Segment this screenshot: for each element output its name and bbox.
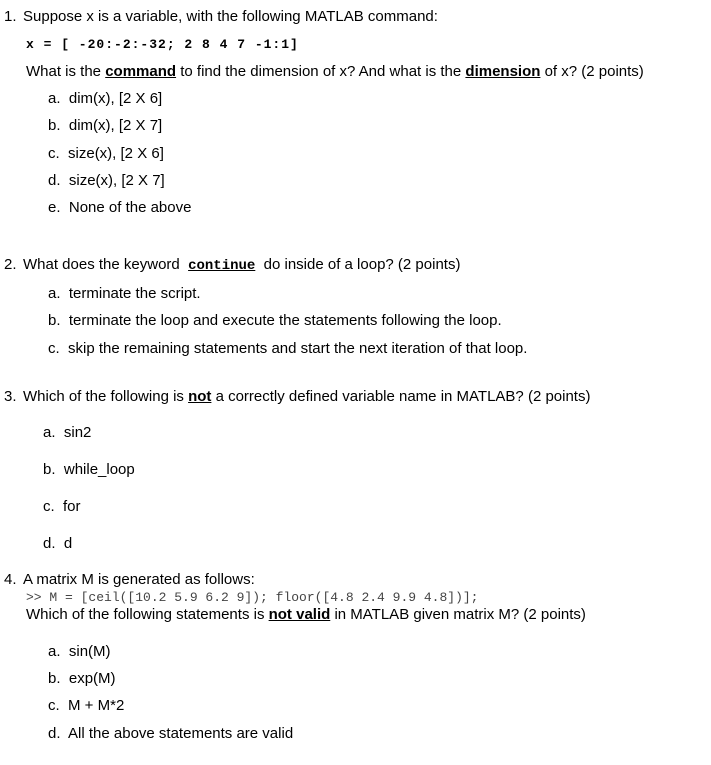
q1-question-post: of x? (2 points)	[540, 63, 644, 80]
q4-option-c[interactable]	[48, 697, 124, 715]
q1-keyword-dimension: dimension	[465, 63, 541, 80]
q3-option-d[interactable]	[43, 535, 72, 553]
option-letter: d.	[48, 172, 61, 189]
q4-question-post: in MATLAB given matrix M? (2 points)	[330, 606, 586, 623]
option-letter: a.	[48, 285, 61, 302]
option-letter: b.	[48, 670, 61, 687]
q3-number: 3.	[4, 388, 17, 405]
option-letter: d.	[43, 535, 56, 552]
q1-question-mid: to find the dimension of x? And what is the	[176, 63, 466, 80]
q1-number: 1.	[4, 8, 17, 25]
option-text: sin2	[63, 424, 92, 441]
q1-option-b[interactable]	[48, 117, 162, 135]
option-text: None of the above	[68, 199, 192, 216]
q4-option-b[interactable]	[48, 670, 116, 688]
q4-question-pre: Which of the following statements is	[26, 606, 269, 623]
q3-option-b[interactable]	[43, 461, 135, 479]
q2-keyword-continue: continue	[188, 258, 256, 274]
q4-option-d[interactable]	[48, 725, 293, 743]
option-text: size(x), [2 X 6]	[68, 145, 164, 162]
option-letter: b.	[43, 461, 56, 478]
q1-question	[26, 63, 644, 81]
option-letter: a.	[48, 643, 61, 660]
q3-question-post: a correctly defined variable name in MATLAB? (2 points)	[211, 388, 591, 405]
q1-code: x = [ -20:-2:-32; 2 8 4 7 -1:1]	[26, 37, 299, 52]
option-letter: b.	[48, 117, 61, 134]
q1-option-d[interactable]	[48, 172, 165, 190]
option-letter: c.	[48, 697, 60, 714]
option-letter: b.	[48, 312, 61, 329]
option-text: d	[63, 535, 73, 552]
option-letter: c.	[48, 340, 60, 357]
option-letter: c.	[43, 498, 55, 515]
option-letter: d.	[48, 725, 61, 742]
q3-keyword-not: not	[188, 388, 212, 405]
option-text: while_loop	[63, 461, 135, 478]
q2-question-post: do inside of a loop? (2 points)	[259, 256, 461, 273]
option-text: skip the remaining statements and start the next iteration of that loop.	[68, 340, 528, 357]
q2-option-b[interactable]	[48, 312, 502, 330]
q2-question-pre: What does the keyword	[23, 256, 184, 273]
option-text: for	[63, 498, 81, 515]
q4-number: 4.	[4, 571, 17, 588]
option-text: exp(M)	[68, 670, 116, 687]
option-letter: e.	[48, 199, 61, 216]
option-text: M + M*2	[68, 697, 125, 714]
q2-option-a[interactable]	[48, 285, 201, 303]
option-text: terminate the loop and execute the statements following the loop.	[68, 312, 502, 329]
q3-option-a[interactable]	[43, 424, 91, 442]
q3-question-pre: Which of the following is	[23, 388, 189, 405]
q4-question	[26, 606, 586, 624]
q2-question	[23, 256, 460, 275]
q1-keyword-command: command	[105, 63, 177, 80]
option-text: dim(x), [2 X 6]	[68, 90, 163, 107]
option-text: dim(x), [2 X 7]	[68, 117, 163, 134]
q3-question	[23, 388, 590, 406]
q3-option-c[interactable]	[43, 498, 81, 516]
q1-option-a[interactable]	[48, 90, 162, 108]
q1-prompt: Suppose x is a variable, with the following MATLAB command:	[23, 8, 438, 25]
option-letter: a.	[48, 90, 61, 107]
option-letter: c.	[48, 145, 60, 162]
q2-option-c[interactable]	[48, 340, 527, 358]
q4-option-a[interactable]	[48, 643, 111, 661]
q4-code: >> M = [ceil([10.2 5.9 6.2 9]); floor([4.8 2.4 9.9 4.8])];	[26, 590, 479, 605]
q4-keyword-not-valid: not valid	[268, 606, 331, 623]
option-letter: a.	[43, 424, 56, 441]
q1-option-c[interactable]	[48, 145, 164, 163]
option-text: size(x), [2 X 7]	[68, 172, 165, 189]
q2-number: 2.	[4, 256, 17, 273]
q1-option-e[interactable]	[48, 199, 191, 217]
option-text: All the above statements are valid	[68, 725, 294, 742]
q4-prompt: A matrix M is generated as follows:	[23, 571, 255, 588]
option-text: terminate the script.	[68, 285, 201, 302]
q1-question-pre: What is the	[26, 63, 106, 80]
option-text: sin(M)	[68, 643, 111, 660]
